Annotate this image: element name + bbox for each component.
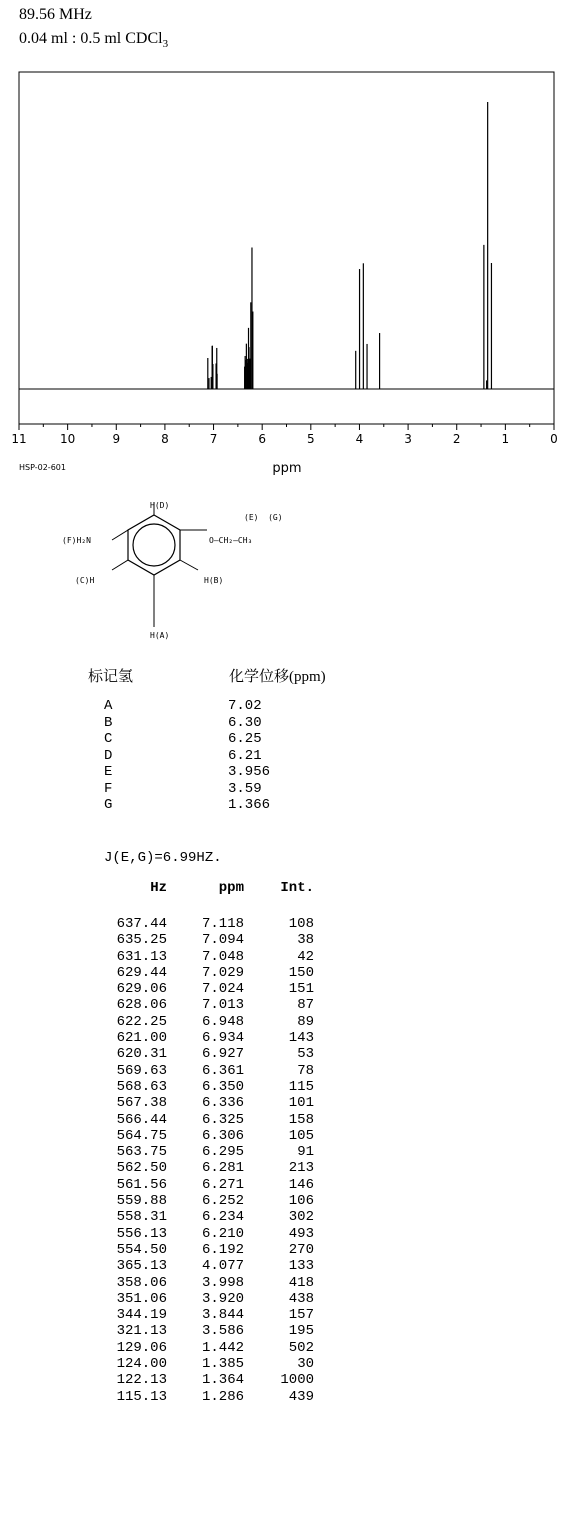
x-tick-label: 5	[306, 432, 315, 446]
ppm-value: 6.361	[201, 1062, 244, 1079]
table-row	[104, 1323, 314, 1339]
intensity-value: 38	[297, 932, 314, 949]
ppm-value: 6.325	[201, 1111, 244, 1128]
hz-value: 558.31	[116, 1209, 167, 1226]
bond-n	[112, 530, 128, 540]
x-tick-label: 10	[59, 432, 76, 446]
structure-diagram	[0, 490, 340, 650]
ppm-value: 7.094	[201, 932, 244, 949]
intensity-value: 150	[288, 964, 314, 981]
intensity-value: 302	[288, 1209, 314, 1226]
ppm-value: 6.350	[201, 1078, 244, 1095]
hz-value: 561.56	[116, 1176, 167, 1193]
hydrogen-label: B	[104, 714, 113, 731]
label-ethoxy: O—CH₂—CH₃	[209, 536, 253, 545]
label-a-h: H(A)	[150, 631, 170, 640]
hz-value: 321.13	[116, 1323, 167, 1340]
chemical-shift: 1.366	[228, 797, 271, 813]
assignment-header-label: 标记氢	[88, 669, 134, 685]
x-tick-label: 4	[355, 432, 364, 446]
hz-value: 629.06	[116, 981, 167, 998]
assignment-table	[104, 698, 270, 814]
intensity-value: 1000	[280, 1372, 314, 1389]
ppm-value: 6.234	[201, 1209, 244, 1226]
hydrogen-label: A	[104, 698, 113, 714]
label-b-h: H(B)	[204, 576, 224, 585]
intensity-value: 143	[288, 1030, 314, 1047]
table-row	[104, 1291, 314, 1307]
ppm-value: 7.048	[201, 948, 244, 965]
intensity-value: 78	[297, 1062, 314, 1079]
column-ppm: ppm	[218, 880, 244, 896]
table-row	[104, 1209, 314, 1225]
sample-subscript: 3	[162, 38, 169, 51]
assignment-header-shift: 化学位移(ppm)	[229, 669, 326, 685]
hz-value: 562.50	[116, 1160, 167, 1177]
hz-value: 635.25	[116, 932, 167, 949]
spectrometer-frequency: 89.56 MHz	[19, 6, 92, 23]
x-tick-label: 11	[11, 432, 27, 446]
label-amine: (F)H₂N	[62, 536, 91, 545]
table-row	[104, 997, 314, 1013]
intensity-value: 91	[297, 1144, 314, 1161]
intensity-value: 213	[288, 1160, 314, 1177]
x-tick-label: 9	[112, 432, 121, 446]
intensity-value: 146	[288, 1176, 314, 1193]
chemical-shift: 6.21	[228, 747, 262, 764]
ppm-value: 1.286	[201, 1388, 244, 1405]
table-row	[104, 1095, 314, 1111]
hz-value: 564.75	[116, 1127, 167, 1144]
assignment-row	[104, 781, 270, 798]
hydrogen-label: F	[104, 780, 113, 797]
assignment-row	[104, 764, 270, 781]
peak-table-header	[104, 880, 314, 916]
ppm-value: 3.998	[201, 1274, 244, 1291]
table-row	[104, 1226, 314, 1242]
table-row	[104, 916, 314, 932]
ppm-value: 3.920	[201, 1290, 244, 1307]
x-tick-label: 6	[258, 432, 267, 446]
table-row	[104, 1030, 314, 1046]
table-row	[104, 1307, 314, 1323]
spectrum-code: HSP-02-601	[19, 463, 66, 472]
nmr-spectrum-chart	[0, 0, 570, 480]
hz-value: 556.13	[116, 1225, 167, 1242]
x-axis-ticks	[11, 424, 557, 446]
assignment-row	[104, 731, 270, 748]
hz-value: 621.00	[116, 1030, 167, 1047]
table-row	[104, 965, 314, 981]
table-row	[104, 1046, 314, 1062]
chemical-shift: 6.25	[228, 731, 262, 747]
table-row	[104, 1193, 314, 1209]
x-tick-label: 2	[452, 432, 461, 446]
ppm-value: 6.252	[201, 1193, 244, 1210]
assignment-row	[104, 748, 270, 765]
ppm-value: 6.210	[201, 1225, 244, 1242]
ppm-value: 6.281	[201, 1160, 244, 1177]
ppm-value: 6.934	[201, 1030, 244, 1047]
intensity-value: 106	[288, 1193, 314, 1210]
intensity-value: 195	[288, 1323, 314, 1340]
table-row	[104, 1112, 314, 1128]
intensity-value: 89	[297, 1013, 314, 1030]
chemical-shift: 3.59	[228, 780, 262, 797]
hz-value: 365.13	[116, 1258, 167, 1275]
hz-value: 567.38	[116, 1095, 167, 1112]
table-row	[104, 1063, 314, 1079]
table-row	[104, 1258, 314, 1274]
table-row	[104, 1177, 314, 1193]
ppm-value: 6.192	[201, 1241, 244, 1258]
ppm-value: 3.586	[201, 1323, 244, 1340]
table-row	[104, 1160, 314, 1176]
intensity-value: 438	[288, 1290, 314, 1307]
ppm-value: 6.927	[201, 1046, 244, 1063]
column-hz: Hz	[150, 880, 167, 896]
hz-value: 358.06	[116, 1274, 167, 1291]
intensity-value: 157	[288, 1307, 314, 1324]
aromatic-circle	[133, 524, 175, 566]
hz-value: 637.44	[116, 916, 167, 932]
ppm-value: 6.271	[201, 1176, 244, 1193]
hz-value: 351.06	[116, 1290, 167, 1307]
peak-lines	[208, 102, 492, 389]
intensity-value: 105	[288, 1127, 314, 1144]
intensity-value: 30	[297, 1356, 314, 1373]
table-row	[104, 981, 314, 997]
hz-value: 559.88	[116, 1193, 167, 1210]
ppm-value: 1.442	[201, 1339, 244, 1356]
hydrogen-label: G	[104, 797, 113, 813]
assignment-row	[104, 715, 270, 732]
x-tick-label: 3	[404, 432, 412, 446]
table-row	[104, 1275, 314, 1291]
chemical-shift: 7.02	[228, 698, 262, 714]
ppm-value: 4.077	[201, 1258, 244, 1275]
label-c-h: (C)H	[75, 576, 95, 585]
hz-value: 124.00	[116, 1356, 167, 1373]
table-row	[104, 1356, 314, 1372]
intensity-value: 115	[288, 1078, 314, 1095]
ppm-value: 6.336	[201, 1095, 244, 1112]
intensity-value: 87	[297, 997, 314, 1014]
hz-value: 622.25	[116, 1013, 167, 1030]
ppm-value: 6.948	[201, 1013, 244, 1030]
hydrogen-label: C	[104, 731, 113, 747]
label-e-g: (E) (G)	[244, 513, 283, 522]
table-row	[104, 1372, 314, 1388]
chemical-shift: 6.30	[228, 714, 262, 731]
x-tick-label: 8	[161, 432, 169, 446]
table-row	[104, 1128, 314, 1144]
table-row	[104, 932, 314, 948]
table-row	[104, 949, 314, 965]
intensity-value: 418	[288, 1274, 314, 1291]
hz-value: 122.13	[116, 1372, 167, 1389]
intensity-value: 108	[288, 916, 314, 932]
intensity-value: 270	[288, 1241, 314, 1258]
table-row	[104, 1014, 314, 1030]
x-axis-label: ppm	[272, 461, 302, 476]
plot-frame	[19, 72, 554, 424]
coupling-constant: J(E,G)=6.99HZ.	[104, 850, 222, 866]
table-row	[104, 1389, 314, 1405]
peak-table-body	[104, 916, 314, 1405]
ppm-value: 7.029	[201, 964, 244, 981]
hz-value: 568.63	[116, 1078, 167, 1095]
intensity-value: 493	[288, 1225, 314, 1242]
intensity-value: 42	[297, 948, 314, 965]
column-int: Int.	[280, 880, 314, 896]
hz-value: 563.75	[116, 1144, 167, 1161]
hz-value: 628.06	[116, 997, 167, 1014]
hz-value: 631.13	[116, 948, 167, 965]
sample-text: 0.04 ml : 0.5 ml CDCl	[19, 30, 163, 47]
table-row	[104, 1144, 314, 1160]
hz-value: 115.13	[116, 1388, 167, 1405]
hz-value: 566.44	[116, 1111, 167, 1128]
intensity-value: 151	[288, 981, 314, 998]
bond-c	[112, 560, 128, 570]
ppm-value: 7.013	[201, 997, 244, 1014]
bond-b	[180, 560, 198, 570]
ppm-value: 1.364	[201, 1372, 244, 1389]
ppm-value: 6.295	[201, 1144, 244, 1161]
chemical-shift: 3.956	[228, 764, 271, 780]
x-tick-label: 7	[209, 432, 218, 446]
ppm-value: 3.844	[201, 1307, 244, 1324]
hydrogen-label: D	[104, 747, 113, 764]
hz-value: 344.19	[116, 1307, 167, 1324]
hz-value: 569.63	[116, 1062, 167, 1079]
table-row	[104, 1079, 314, 1095]
intensity-value: 439	[288, 1388, 314, 1405]
assignment-row	[104, 797, 270, 814]
peak-table	[104, 880, 314, 1405]
ppm-value: 1.385	[201, 1356, 244, 1373]
ppm-value: 6.306	[201, 1127, 244, 1144]
label-h-d: H(D)	[150, 501, 170, 510]
table-row	[104, 1340, 314, 1356]
hz-value: 629.44	[116, 964, 167, 981]
x-tick-label: 0	[550, 432, 558, 446]
ppm-value: 7.118	[201, 916, 244, 932]
assignment-row	[104, 698, 270, 715]
table-row	[104, 1242, 314, 1258]
hz-value: 129.06	[116, 1339, 167, 1356]
intensity-value: 502	[288, 1339, 314, 1356]
hz-value: 620.31	[116, 1046, 167, 1063]
intensity-value: 53	[297, 1046, 314, 1063]
intensity-value: 158	[288, 1111, 314, 1128]
intensity-value: 101	[288, 1095, 314, 1112]
intensity-value: 133	[288, 1258, 314, 1275]
hz-value: 554.50	[116, 1241, 167, 1258]
x-tick-label: 1	[501, 432, 510, 446]
hydrogen-label: E	[104, 764, 113, 780]
ppm-value: 7.024	[201, 981, 244, 998]
